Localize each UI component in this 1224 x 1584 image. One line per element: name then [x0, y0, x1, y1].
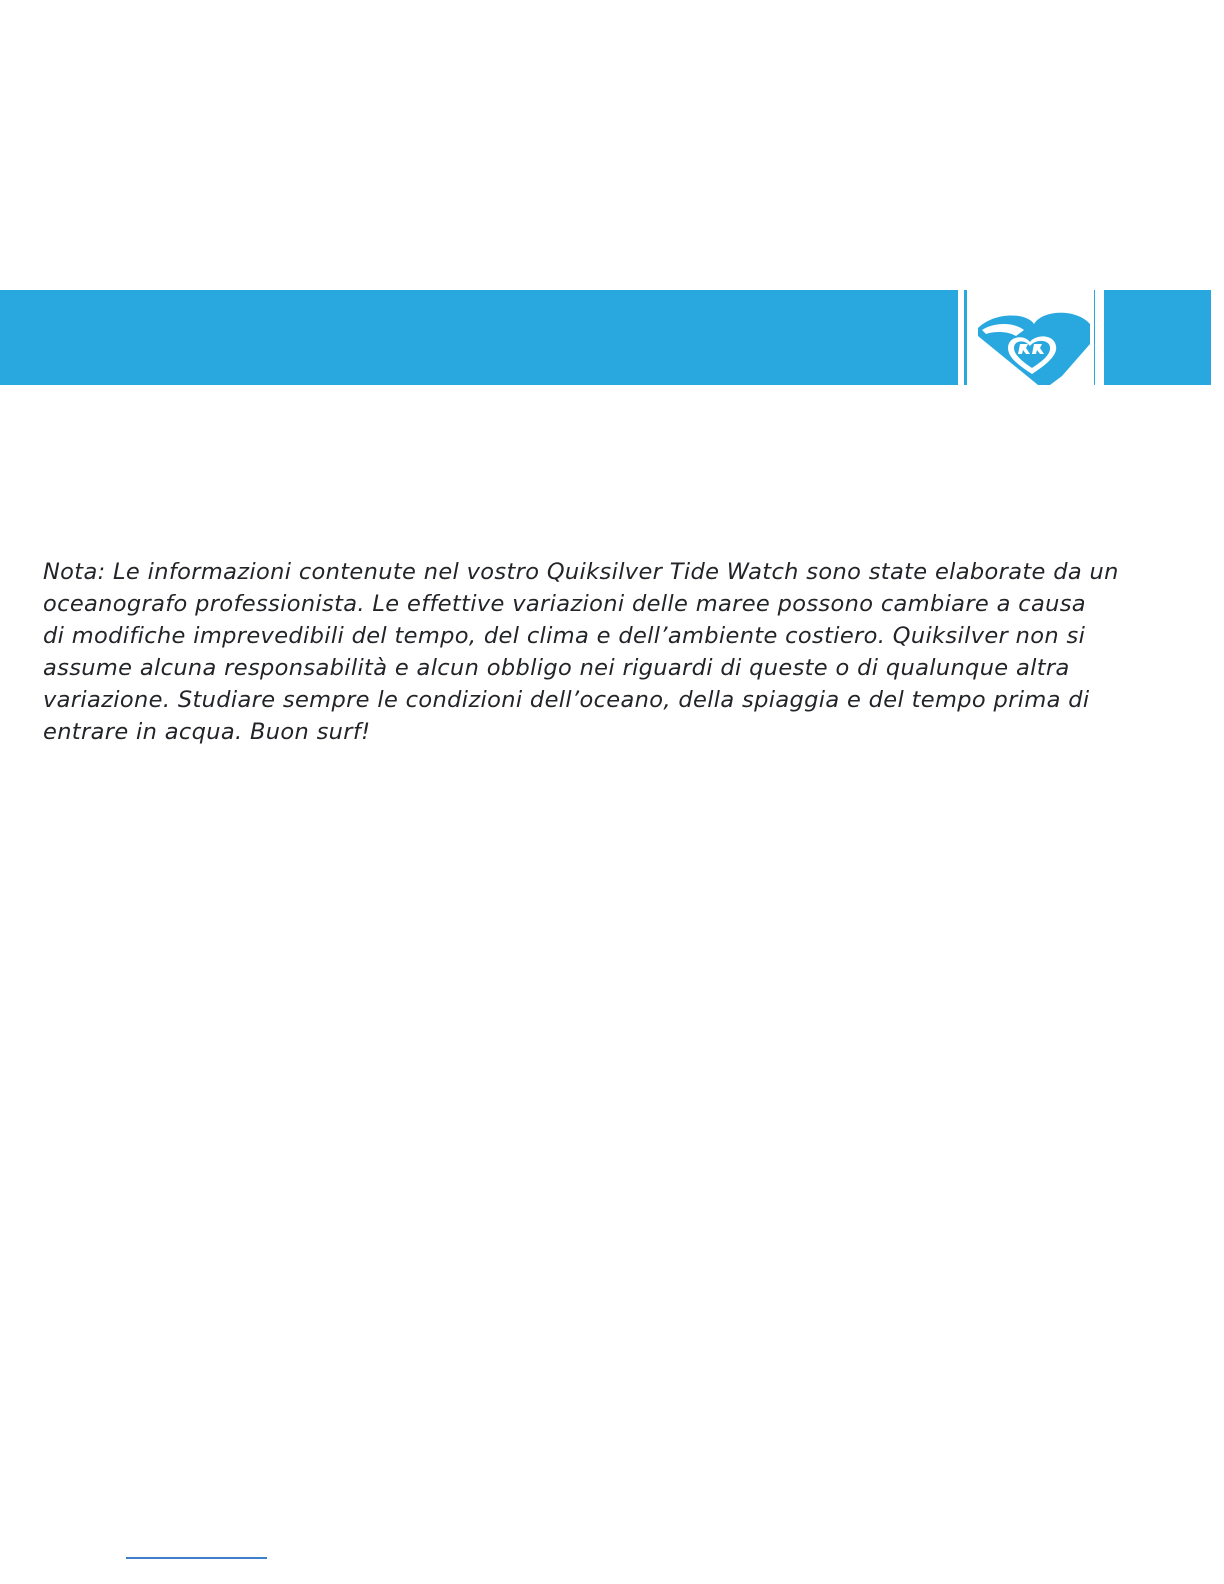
- note-line: entrare in acqua. Buon surf!: [43, 719, 371, 745]
- footer-rule: [126, 1557, 267, 1559]
- header-banner-left: [0, 290, 958, 385]
- note-line: di modifiche imprevedibili del tempo, del clima e dell’ambiente costiero. Quiksilver non si: [43, 623, 1086, 649]
- disclaimer-note: [43, 556, 1193, 748]
- header-banner-right: [1104, 290, 1211, 385]
- brand-logo: [964, 290, 1095, 385]
- note-line: variazione. Studiare sempre le condizioni dell’oceano, della spiaggia e del tempo prima di: [43, 687, 1090, 713]
- note-line: Nota: Le informazioni contenute nel vostro Quiksilver Tide Watch sono state elaborate da un: [43, 559, 1119, 585]
- note-line: assume alcuna responsabilità e alcun obbligo nei riguardi di queste o di qualunque altra: [43, 655, 1070, 681]
- heart-logo-icon: [964, 290, 1095, 385]
- note-line: oceanografo professionista. Le effettive variazioni delle maree possono cambiare a causa: [43, 591, 1086, 617]
